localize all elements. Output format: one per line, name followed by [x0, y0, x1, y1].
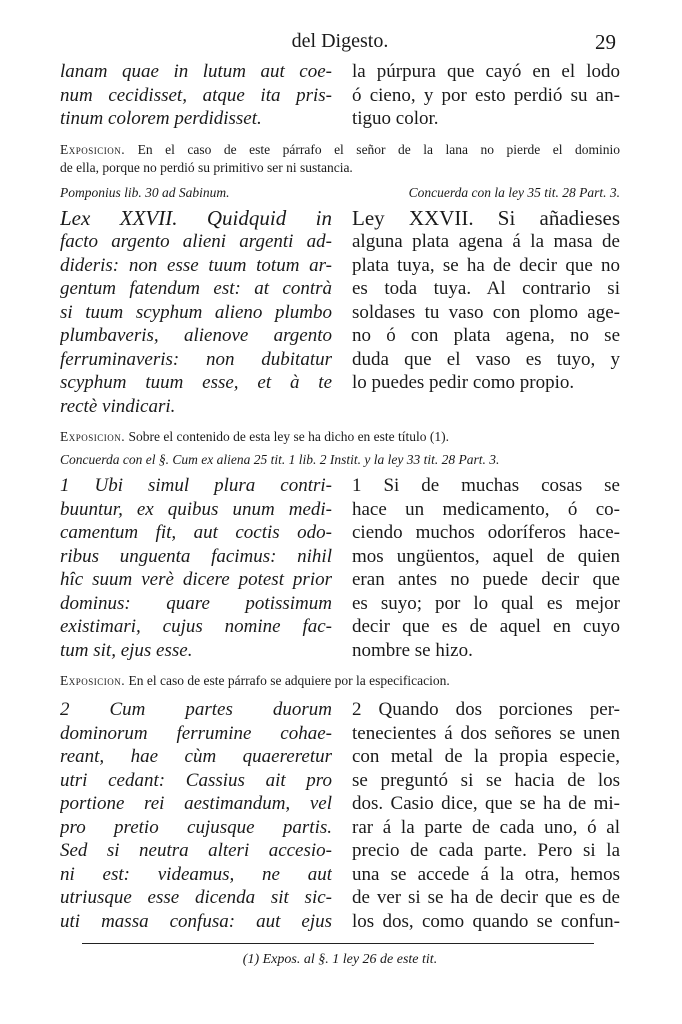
spanish-line: con metal de la propia especie, — [352, 746, 620, 767]
footnote: (1) Expos. al §. 1 ley 26 de este tit. — [242, 952, 438, 967]
spanish-line: soldases tu vaso con plomo age- — [352, 301, 620, 323]
latin-line: rectè vindicari. — [60, 395, 176, 417]
latin-line: plumbaveris, alienove argento — [60, 325, 332, 346]
spanish-line: nombre se hizo. — [352, 639, 473, 661]
block-2 — [60, 207, 620, 419]
page-number: 29 — [595, 30, 616, 54]
exposicion-text: de ella, porque no perdió su primitivo ser ni sustancia. — [60, 159, 353, 175]
spanish-line: decir que es de aquel en cuyo — [352, 616, 620, 637]
spanish-line: Ley XXVII. Si añadieses — [352, 206, 620, 230]
spanish-line: alguna plata agena á la masa de — [352, 231, 620, 252]
latin-line: ferruminaveris: non dubitatur — [60, 348, 332, 370]
source-line — [60, 185, 620, 201]
exposicion-text: Sobre el contenido de esta ley se ha dicho en este título (1). — [128, 429, 450, 444]
latin-line: num cecidisset, atque ita pris- — [60, 84, 332, 106]
latin-line: dominorum ferrumine cohae- — [60, 722, 332, 744]
latin-line: tinum colorem perdidisset. — [60, 108, 262, 129]
spanish-line: es suyo; por lo qual es mejor — [352, 592, 620, 614]
footnote-rule — [82, 943, 594, 944]
spanish-line: eran antes no puede decir que — [352, 569, 620, 590]
source-right: Concuerda con la ley 35 tit. 28 Part. 3. — [408, 184, 620, 200]
latin-line: Lex XXVII. Quidquid in — [60, 206, 332, 230]
latin-line: facto argento alieni argenti ad- — [60, 231, 332, 252]
spanish-line: mos ungüentos, aquel de quien — [352, 545, 620, 567]
latin-line: ni est: videamus, ne aut — [60, 863, 332, 885]
spanish-line: plata tuya, se ha de decir que no — [352, 254, 620, 276]
latin-line: buuntur, ex quibus unum medi- — [60, 498, 332, 520]
page — [60, 28, 620, 968]
running-title: del Digesto. — [291, 30, 389, 52]
latin-line: scyphum tuum esse, et à te — [60, 372, 332, 393]
page-header — [60, 28, 620, 60]
latin-line: 1 Ubi simul plura contri- — [60, 475, 332, 496]
latin-line: existimari, cujus nomine fac- — [60, 616, 332, 637]
spanish-line: 1 Si de muchas cosas se — [352, 475, 620, 496]
spanish-line: de ver si se ha de decir que es de — [352, 887, 620, 908]
spanish-line: ó cieno, y por esto perdió su an- — [352, 84, 620, 106]
spanish-column — [352, 207, 620, 419]
exposicion-label: Exposicion. — [60, 429, 126, 444]
block-1 — [60, 60, 620, 131]
latin-line: utriusque esse dicenda sit sic- — [60, 887, 332, 908]
latin-line: portione rei aestimandum, vel — [60, 793, 332, 814]
exposicion-text: En el caso de este párrafo el señor de la lana no pierde el dominio — [137, 141, 620, 157]
concordance-line: Concuerda con el §. Cum ex aliena 25 tit. 1 lib. 2 Instit. y la ley 33 tit. 28 Part. 3. — [60, 452, 500, 467]
spanish-line: se preguntó si se hacia de los — [352, 769, 620, 791]
latin-line: uti massa confusa: aut ejus — [60, 910, 332, 932]
latin-column — [60, 474, 332, 662]
spanish-line: ciendo muchos odoríferos hace- — [352, 522, 620, 543]
exposicion-label: Exposicion. — [60, 141, 126, 157]
latin-line: Sed si neutra alteri accesio- — [60, 840, 332, 861]
spanish-line: una se accede á la otra, hemos — [352, 863, 620, 885]
latin-line: reant, hae cùm quaereretur — [60, 746, 332, 767]
spanish-line: no ó con plata agena, no se — [352, 325, 620, 346]
exposicion-text: En el caso de este párrafo se adquiere por la especificacion. — [128, 673, 450, 688]
spanish-line: los dos, como quando se confun- — [352, 910, 620, 932]
spanish-line: tenecientes á dos señores se unen — [352, 722, 620, 744]
exposicion-3 — [60, 672, 620, 690]
spanish-line: dos. Casio dice, que se ha de mi- — [352, 793, 620, 814]
exposicion-1 — [60, 141, 620, 177]
spanish-line: la púrpura que cayó en el lodo — [352, 61, 620, 82]
latin-line: utri cedant: Cassius ait pro — [60, 769, 332, 791]
latin-line: pro pretio cujusque partis. — [60, 816, 332, 838]
block-4 — [60, 698, 620, 933]
spanish-line: hace un medicamento, ó co- — [352, 498, 620, 520]
exposicion-label: Exposicion. — [60, 673, 126, 688]
latin-line: si tuum scyphum alieno plumbo — [60, 301, 332, 323]
spanish-line: es toda tuya. Al contrario si — [352, 278, 620, 299]
latin-column — [60, 207, 332, 419]
latin-line: dideris: non esse tuum totum ar- — [60, 254, 332, 276]
latin-line: lanam quae in lutum aut coe- — [60, 61, 332, 82]
latin-line: gentum fatendum est: at contrà — [60, 278, 332, 299]
block-3 — [60, 474, 620, 662]
spanish-column — [352, 698, 620, 933]
latin-line: hîc suum verè dicere potest prior — [60, 569, 332, 590]
spanish-line: rar á la parte de cada uno, ó al — [352, 816, 620, 838]
latin-line: 2 Cum partes duorum — [60, 699, 332, 720]
spanish-line: precio de cada parte. Pero si la — [352, 840, 620, 861]
spanish-column — [352, 474, 620, 662]
spanish-line: tiguo color. — [352, 108, 439, 129]
latin-column — [60, 60, 332, 131]
spanish-column — [352, 60, 620, 131]
latin-line: tum sit, ejus esse. — [60, 639, 193, 661]
latin-column — [60, 698, 332, 933]
latin-line: dominus: quare potissimum — [60, 592, 332, 614]
latin-line: camentum fit, aut coctis odo- — [60, 522, 332, 543]
spanish-line: lo puedes pedir como propio. — [352, 372, 575, 393]
spanish-line: duda que el vaso es tuyo, y — [352, 348, 620, 370]
source-left: Pomponius lib. 30 ad Sabinum. — [60, 184, 230, 200]
latin-line: ribus unguenta facimus: nihil — [60, 545, 332, 567]
spanish-line: 2 Quando dos porciones per- — [352, 699, 620, 720]
exposicion-2 — [60, 428, 620, 446]
